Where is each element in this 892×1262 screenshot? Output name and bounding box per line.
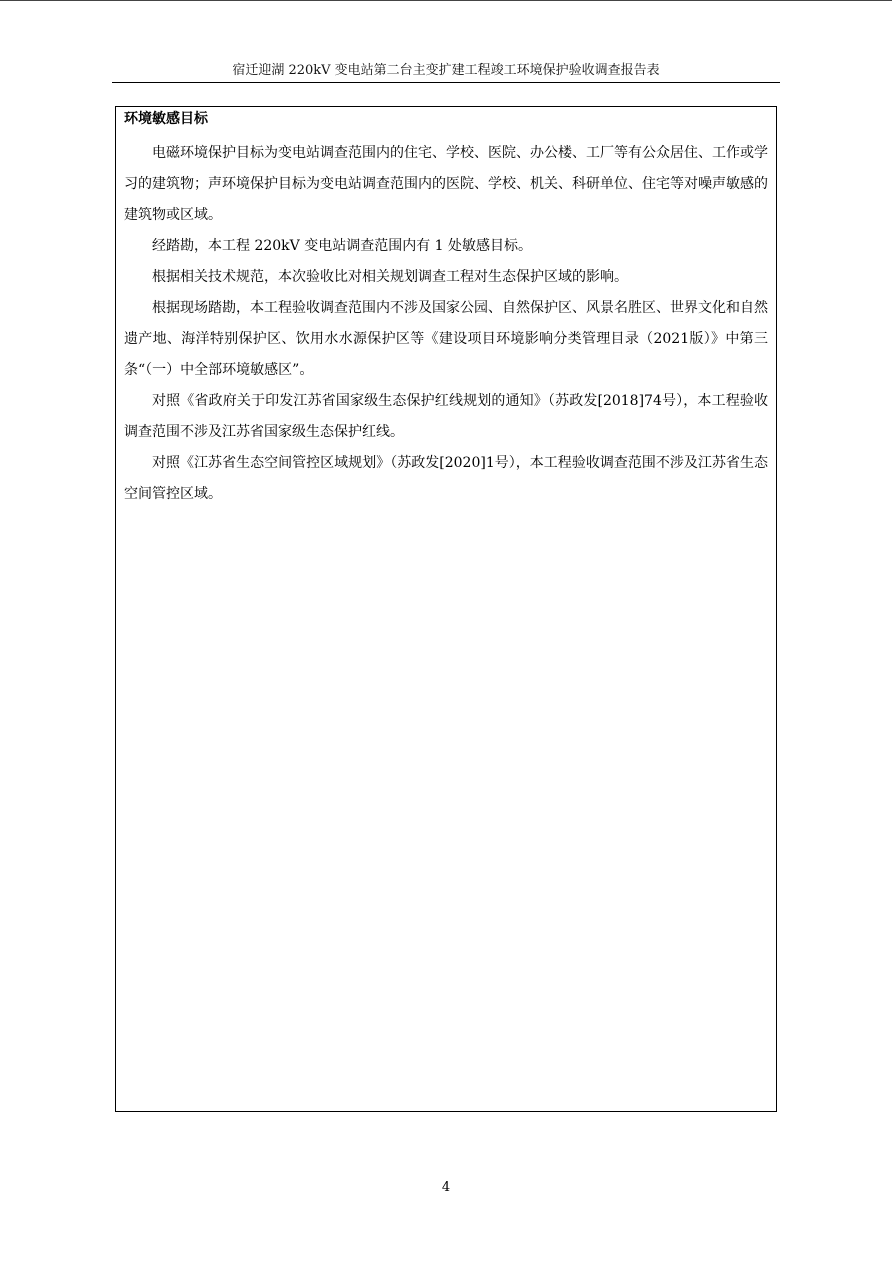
paragraph-sensitive-areas: 根据现场踏勘，本工程验收调查范围内不涉及国家公园、自然保护区、风景名胜区、世界文化和自然遗产地、海洋特别保护区、饮用水水源保护区等《建设项目环境影响分类管理目录（2021版）》中第三条“（一）中全部环境敏感区”。 [124,300,768,378]
paragraph-technical-spec: 根据相关技术规范，本次验收比对相关规划调查工程对生态保护区域的影响。 [152,269,628,285]
page-number: 4 [441,1180,451,1195]
paragraph-protection-targets: 电磁环境保护目标为变电站调查范围内的住宅、学校、医院、办公楼、工厂等有公众居住、工作或学习的建筑物；声环境保护目标为变电站调查范围内的医院、学校、机关、科研单位、住宅等对噪声敏感的建筑物或区域。 [124,145,768,223]
paragraph-national-redline: 对照《省政府关于印发江苏省国家级生态保护红线规划的通知》（苏政发[2018]74号），本工程验收调查范围不涉及江苏省国家级生态保护红线。 [124,393,768,440]
page-top-border [0,0,892,1]
content-box [115,106,777,1112]
section-title: 环境敏感目标 [124,111,208,127]
header-rule [112,82,780,83]
paragraph-survey-result: 经踏勘，本工程 220kV 变电站调查范围内有 1 处敏感目标。 [152,238,533,254]
paragraph-provincial-control: 对照《江苏省生态空间管控区域规划》（苏政发[2020]1号），本工程验收调查范围不涉及江苏省生态空间管控区域。 [124,455,768,502]
document-header: 宿迁迎湖 220kV 变电站第二台主变扩建工程竣工环境保护验收调查报告表 [232,63,660,78]
